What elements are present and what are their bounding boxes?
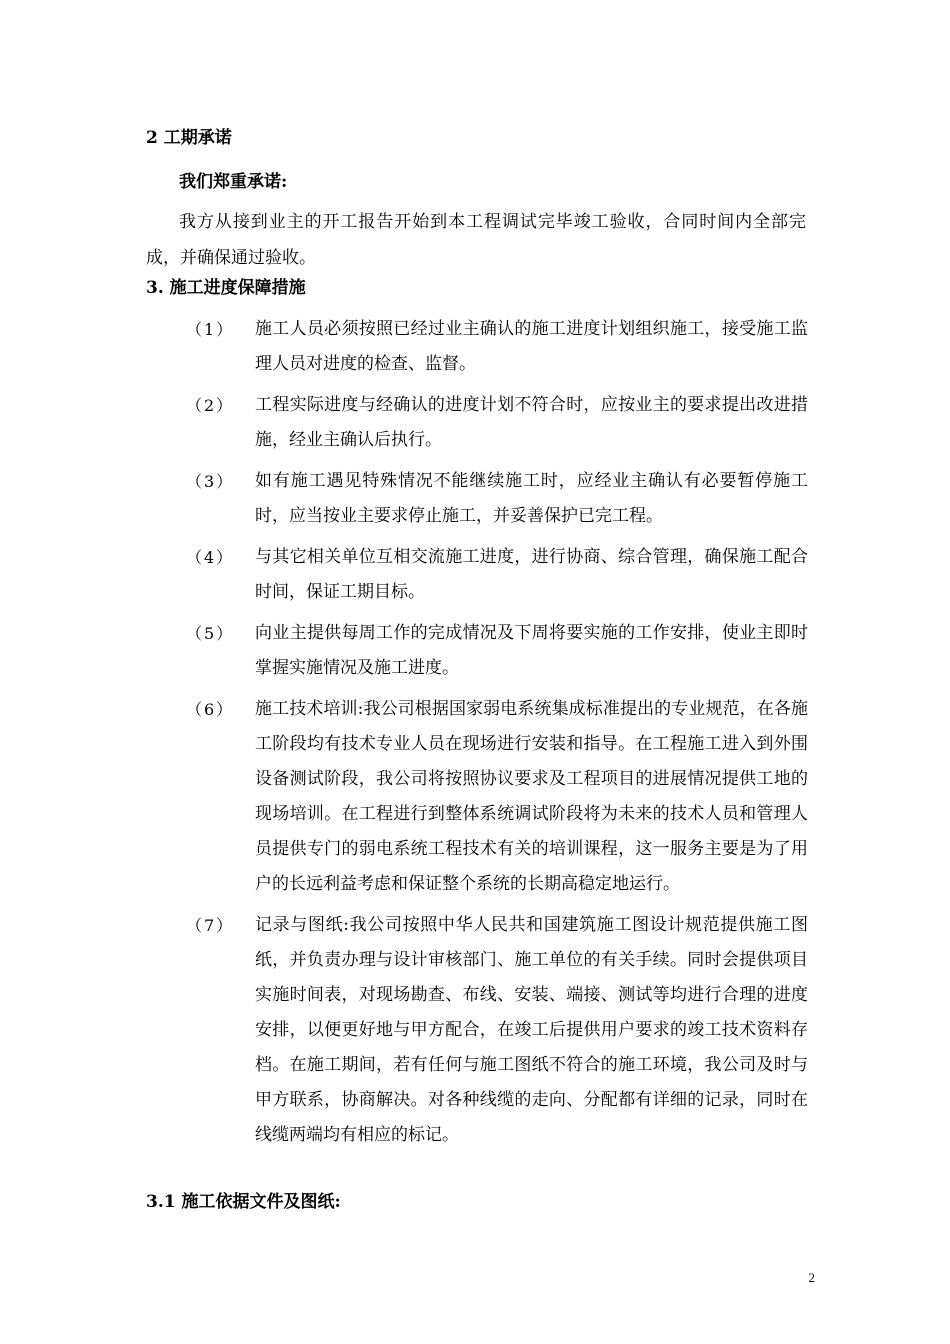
list-item <box>0 388 950 458</box>
list-item <box>0 616 950 686</box>
item-number: （3） <box>186 472 235 491</box>
item-text: 记录与图纸:我公司按照中华人民共和国建筑施工图设计规范提供施工图纸，并负责办理与设计审核部门、施工单位的有关手续。同时会提供项目实施时间表，对现场勘查、布线、安装、端接、测试等均进行合理的进度安排，以便更好地与甲方配合，在竣工后提供用户要求的竣工技术资料存档。在施工期间，若有任何与施工图纸不符合的施工环境，我公司及时与甲方联系，协商解决。对各种线缆的走向、分配都有详细的记录，同时在线缆两端均有相应的标记。 <box>255 915 808 1145</box>
item-text: 施工技术培训:我公司根据国家弱电系统集成标准提出的专业规范，在各施工阶段均有技术专业人员在现场进行安装和指导。在工程施工进入到外围设备测试阶段，我公司将按照协议要求及工程项目的进展情况提供工地的现场培训。在工程进行到整体系统调试阶段将为未来的技术人员和管理人员提供专门的弱电系统工程技术有关的培训课程，这一服务主要是为了用户的长远利益考虑和保证整个系统的长期高稳定地运行。 <box>255 699 808 894</box>
list-item <box>0 908 950 1153</box>
section-3-1-heading: 3.1 施工依据文件及图纸: <box>146 1192 341 1212</box>
item-number: （2） <box>186 396 235 415</box>
item-number: （4） <box>186 548 235 567</box>
commitment-title: 我们郑重承诺: <box>179 172 288 192</box>
item-text: 与其它相关单位互相交流施工进度，进行协商、综合管理，确保施工配合时间，保证工期目标。 <box>255 547 808 602</box>
list-item <box>0 540 950 610</box>
item-number: （5） <box>186 624 235 643</box>
item-text: 如有施工遇见特殊情况不能继续施工时，应经业主确认有必要暂停施工时，应当按业主要求停止施工，并妥善保护已完工程。 <box>255 471 808 526</box>
commitment-body: 我方从接到业主的开工报告开始到本工程调试完毕竣工验收，合同时间内全部完成，并确保通过验收。 <box>146 212 806 268</box>
list-item <box>0 692 950 902</box>
list-item <box>0 312 950 382</box>
item-text: 向业主提供每周工作的完成情况及下周将要实施的工作安排，使业主即时掌握实施情况及施工进度。 <box>255 623 808 678</box>
section-2-heading: 2 工期承诺 <box>146 128 232 148</box>
page-number: 2 <box>808 1270 815 1285</box>
item-text: 施工人员必须按照已经过业主确认的施工进度计划组织施工，接受施工监理人员对进度的检查、监督。 <box>255 319 808 374</box>
list-item <box>0 464 950 534</box>
item-number: （6） <box>186 700 235 719</box>
item-number: （7） <box>186 916 235 935</box>
item-number: （1） <box>186 320 235 339</box>
section-3-heading: 3. 施工进度保障措施 <box>146 278 306 298</box>
item-text: 工程实际进度与经确认的进度计划不符合时，应按业主的要求提出改进措施，经业主确认后执行。 <box>255 395 808 450</box>
measures-list <box>0 312 950 1159</box>
